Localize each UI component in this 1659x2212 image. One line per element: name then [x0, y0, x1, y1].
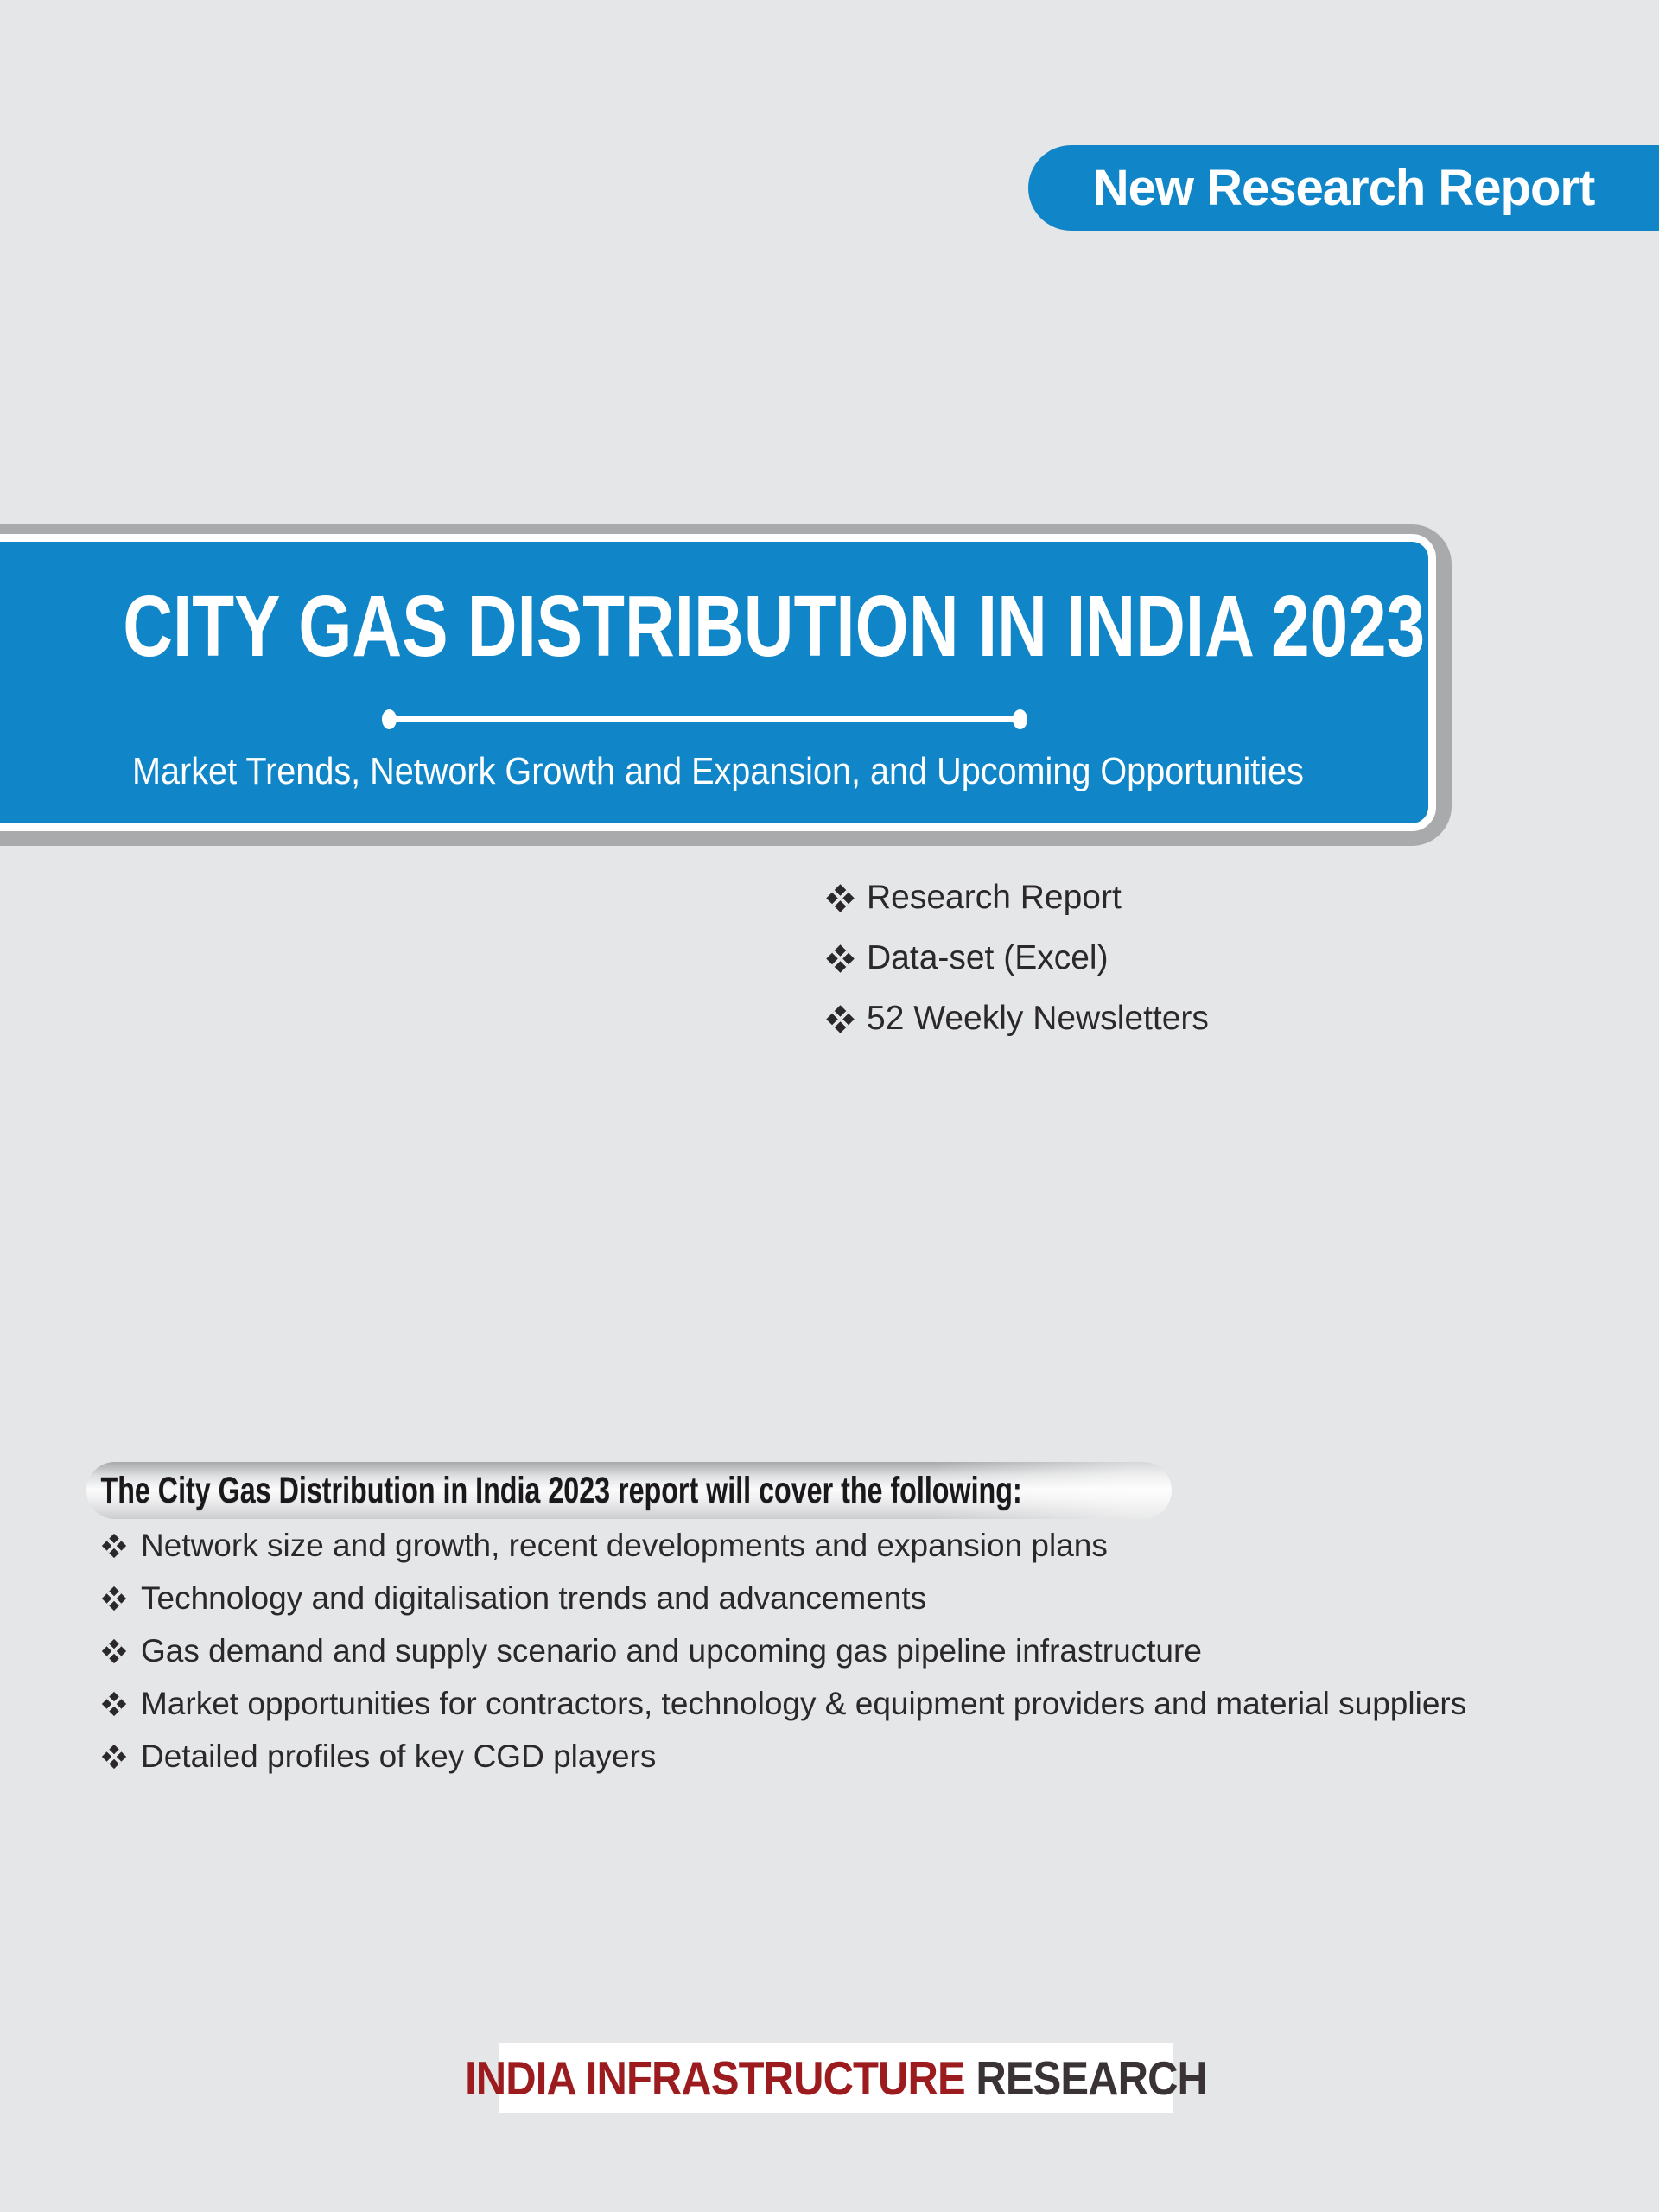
- india-infrastructure-research-logo: [465, 2043, 1207, 2113]
- list-item: [105, 1519, 1466, 1572]
- title-divider: [389, 716, 1020, 722]
- four-diamonds-bullet-icon: [102, 1638, 126, 1662]
- list-item-label: Data-set (Excel): [867, 939, 1109, 976]
- list-item-label: Market opportunities for contractors, technology & equipment providers and material suppliers: [141, 1685, 1467, 1721]
- coverage-heading-pill: [86, 1462, 1172, 1519]
- list-item: [105, 1572, 1466, 1624]
- four-diamonds-bullet-icon: [102, 1586, 126, 1610]
- list-item-label: Gas demand and supply scenario and upcoming gas pipeline infrastructure: [141, 1632, 1202, 1669]
- report-subtitle: Market Trends, Network Growth and Expansion, and Upcoming Opportunities: [132, 750, 1304, 792]
- list-item-label: Network size and growth, recent developments and expansion plans: [141, 1527, 1108, 1563]
- list-item-label: Detailed profiles of key CGD players: [141, 1738, 657, 1774]
- list-item: [830, 928, 1209, 988]
- deliverables-list: [830, 868, 1209, 1049]
- logo-text: [465, 2050, 1207, 2106]
- four-diamonds-bullet-icon: [102, 1533, 126, 1557]
- list-item: [105, 1677, 1466, 1730]
- four-diamonds-bullet-icon: [102, 1744, 126, 1768]
- four-diamonds-bullet-icon: [826, 1005, 855, 1033]
- new-research-report-banner: [1028, 145, 1659, 231]
- banner-label: New Research Report: [1092, 160, 1595, 216]
- logo-part-india-infrastructure: INDIA INFRASTRUCTURE: [465, 2051, 976, 2105]
- four-diamonds-bullet-icon: [826, 944, 855, 973]
- four-diamonds-bullet-icon: [102, 1691, 126, 1715]
- list-item-label: Technology and digitalisation trends and advancements: [141, 1580, 927, 1616]
- report-title: CITY GAS DISTRIBUTION IN INDIA 2023: [123, 578, 1426, 675]
- coverage-heading-label: The City Gas Distribution in India 2023 report will cover the following:: [100, 1469, 1022, 1511]
- list-item: [105, 1730, 1466, 1783]
- logo-part-research: RESEARCH: [976, 2051, 1207, 2105]
- list-item: [105, 1624, 1466, 1677]
- list-item: [830, 988, 1209, 1049]
- list-item: [830, 868, 1209, 928]
- four-diamonds-bullet-icon: [826, 884, 855, 912]
- list-item-label: 52 Weekly Newsletters: [867, 1000, 1209, 1037]
- list-item-label: Research Report: [867, 879, 1122, 916]
- coverage-list: [105, 1519, 1466, 1783]
